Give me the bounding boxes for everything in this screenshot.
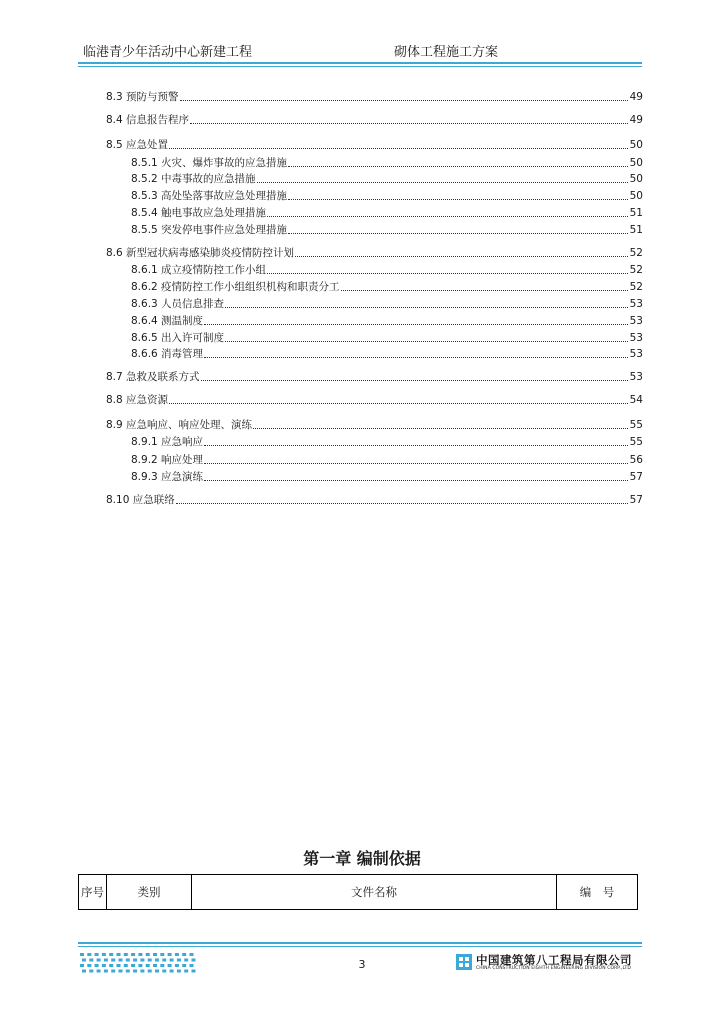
- toc-entry-label: 8.4 信息报告程序: [106, 114, 190, 126]
- toc-entry-label: 8.9.3 应急演练: [131, 471, 204, 483]
- toc-entry-page: 53: [629, 348, 643, 360]
- toc-dot-leader: [225, 341, 628, 342]
- toc-entry[interactable]: [131, 205, 643, 220]
- toc-entry-page: 53: [629, 332, 643, 344]
- col-header-category: 类别: [107, 875, 192, 910]
- footer-rule-thin: [78, 946, 642, 947]
- toc-entry[interactable]: [106, 392, 643, 407]
- toc-entry[interactable]: [131, 188, 643, 203]
- page-number: 3: [358, 958, 366, 971]
- toc-entry[interactable]: [131, 262, 643, 277]
- company-logo-icon: [456, 954, 472, 970]
- company-name-en: CHINA CONSTRUCTION EIGHTH ENGINEERING DIVISION CORP.,LTD: [476, 966, 631, 971]
- toc-dot-leader: [295, 256, 628, 257]
- toc-entry[interactable]: [131, 155, 643, 170]
- toc-dot-leader: [180, 100, 628, 101]
- toc-entry-page: 51: [629, 224, 643, 236]
- toc-entry-label: 8.6.2 疫情防控工作小组组织机构和职责分工: [131, 281, 340, 293]
- header-project-name: 临港青少年活动中心新建工程: [83, 45, 253, 60]
- toc-entry-label: 8.9.2 响应处理: [131, 454, 204, 466]
- toc-dot-leader: [204, 445, 628, 446]
- toc-entry-page: 50: [629, 157, 643, 169]
- table-header-row: [79, 875, 638, 910]
- toc-entry-page: 57: [629, 471, 643, 483]
- toc-dot-leader: [225, 307, 628, 308]
- toc-dot-leader: [204, 324, 628, 325]
- header-document-title: 砌体工程施工方案: [394, 45, 499, 60]
- toc-entry-label: 8.5.3 高处坠落事故应急处理措施: [131, 190, 288, 202]
- toc-entry-label: 8.7 急救及联系方式: [106, 371, 200, 383]
- toc-entry-page: 52: [629, 247, 643, 259]
- toc-entry[interactable]: [131, 296, 643, 311]
- toc-entry-label: 8.6.6 消毒管理: [131, 348, 204, 360]
- toc-entry[interactable]: [131, 434, 643, 449]
- toc-entry[interactable]: [106, 492, 643, 507]
- toc-entry[interactable]: [131, 171, 643, 186]
- header-rule-thin: [78, 66, 642, 67]
- toc-entry-page: 57: [629, 494, 643, 506]
- toc-entry-label: 8.5.1 火灾、爆炸事故的应急措施: [131, 157, 288, 169]
- toc-entry-page: 50: [629, 139, 643, 151]
- toc-entry-label: 8.3 预防与预警: [106, 91, 179, 103]
- toc-entry-label: 8.9.1 应急响应: [131, 436, 204, 448]
- toc-entry-label: 8.5 应急处置: [106, 139, 169, 151]
- toc-dot-leader: [253, 428, 628, 429]
- col-header-document-name: 文件名称: [192, 875, 557, 910]
- toc-entry-label: 8.5.2 中毒事故的应急措施: [131, 173, 256, 185]
- toc-entry[interactable]: [106, 417, 643, 432]
- toc-entry-page: 53: [629, 315, 643, 327]
- toc-entry[interactable]: [131, 222, 643, 237]
- toc-dot-leader: [257, 182, 628, 183]
- reference-documents-table: [78, 874, 638, 910]
- toc-entry-page: 53: [629, 298, 643, 310]
- toc-entry-label: 8.5.5 突发停电事件应急处理措施: [131, 224, 288, 236]
- toc-entry[interactable]: [131, 279, 643, 294]
- toc-entry-label: 8.6.5 出入许可制度: [131, 332, 225, 344]
- toc-dot-leader: [288, 233, 628, 234]
- toc-dot-leader: [267, 273, 628, 274]
- chapter-title: 第一章 编制依据: [303, 849, 421, 868]
- toc-entry-page: 54: [629, 394, 643, 406]
- toc-entry-page: 49: [629, 91, 643, 103]
- toc-entry-page: 56: [629, 454, 643, 466]
- toc-dot-leader: [288, 199, 628, 200]
- toc-entry-page: 52: [629, 281, 643, 293]
- toc-entry-label: 8.6.3 人员信息排查: [131, 298, 225, 310]
- footer-rule: [78, 942, 642, 944]
- toc-entry-page: 49: [629, 114, 643, 126]
- toc-entry-label: 8.10 应急联络: [106, 494, 175, 506]
- toc-dot-leader: [201, 380, 628, 381]
- col-header-number: 编 号: [557, 875, 638, 910]
- toc-entry-page: 55: [629, 436, 643, 448]
- company-name-cn: 中国建筑第八工程局有限公司: [476, 953, 632, 967]
- toc-entry-label: 8.5.4 触电事故应急处理措施: [131, 207, 267, 219]
- toc-dot-leader: [341, 290, 628, 291]
- toc-entry[interactable]: [106, 89, 643, 104]
- toc-dot-leader: [267, 216, 628, 217]
- toc-entry[interactable]: [106, 137, 643, 152]
- col-header-index: 序号: [79, 875, 107, 910]
- toc-dot-leader: [169, 403, 628, 404]
- toc-entry-label: 8.6 新型冠状病毒感染肺炎疫情防控计划: [106, 247, 295, 259]
- toc-entry[interactable]: [131, 469, 643, 484]
- toc-dot-leader: [169, 148, 628, 149]
- header-rule: [78, 62, 642, 64]
- toc-entry-label: 8.6.1 成立疫情防控工作小组: [131, 264, 267, 276]
- toc-dot-leader: [288, 166, 628, 167]
- toc-dot-leader: [204, 480, 628, 481]
- toc-entry[interactable]: [131, 346, 643, 361]
- toc-dot-leader: [176, 503, 628, 504]
- toc-entry-page: 50: [629, 173, 643, 185]
- toc-entry-label: 8.6.4 测温制度: [131, 315, 204, 327]
- toc-entry-label: 8.8 应急资源: [106, 394, 169, 406]
- toc-entry-page: 50: [629, 190, 643, 202]
- toc-entry-label: 8.9 应急响应、响应处理、演练: [106, 419, 253, 431]
- toc-entry[interactable]: [106, 245, 643, 260]
- toc-entry-page: 53: [629, 371, 643, 383]
- toc-dot-leader: [204, 357, 628, 358]
- toc-entry[interactable]: [106, 112, 643, 127]
- toc-entry[interactable]: [131, 313, 643, 328]
- toc-entry-page: 52: [629, 264, 643, 276]
- toc-entry[interactable]: [106, 369, 643, 384]
- toc-entry[interactable]: [131, 330, 643, 345]
- toc-dot-leader: [190, 123, 628, 124]
- toc-entry[interactable]: [131, 452, 643, 467]
- toc-dot-leader: [204, 463, 628, 464]
- toc-entry-page: 55: [629, 419, 643, 431]
- toc-entry-page: 51: [629, 207, 643, 219]
